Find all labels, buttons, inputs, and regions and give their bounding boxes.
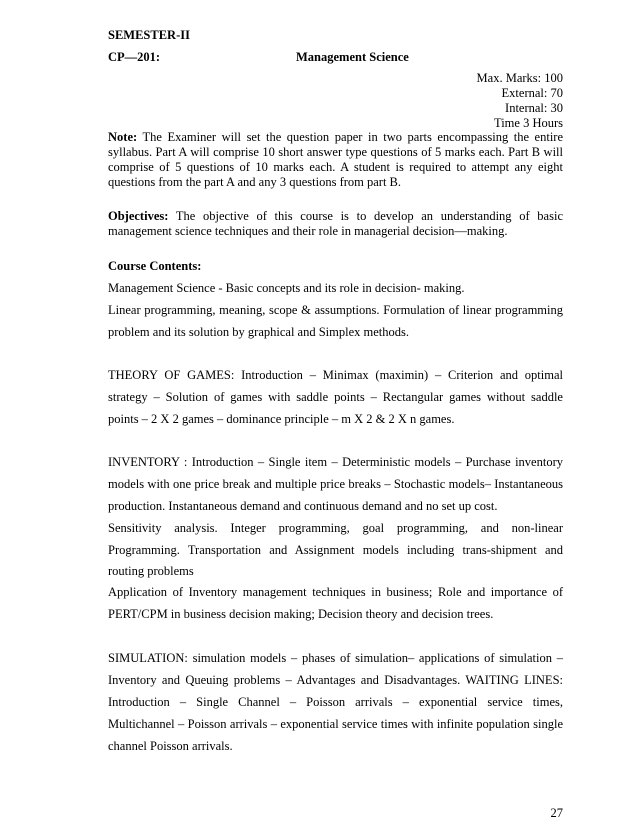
inventory-line-7: Application of Inventory management techniques in business; Role and importance of bbox=[108, 585, 563, 599]
max-marks: Max. Marks: 100 bbox=[476, 71, 563, 85]
page-number: 27 bbox=[550, 806, 563, 820]
course-code: CP—201: bbox=[108, 50, 161, 64]
external-marks: External: 70 bbox=[501, 86, 563, 100]
simulation-line-5: channel Poisson arrivals. bbox=[108, 739, 233, 753]
inventory-line-2: models with one price break and multiple price breaks – Stochastic models– Instantaneous bbox=[108, 477, 563, 491]
note-line-2: syllabus. Part A will comprise 10 short answer type questions of 5 marks each. Part B will bbox=[108, 145, 563, 159]
inventory-line-5: Programming. Transportation and Assignment models including trans-shipment and bbox=[108, 543, 563, 557]
note-line-1: Note: The Examiner will set the question paper in two parts encompassing the entire bbox=[108, 130, 564, 144]
semester-heading: SEMESTER-II bbox=[108, 28, 190, 42]
course-contents-heading: Course Contents: bbox=[108, 259, 202, 273]
inventory-line-3: production. Instantaneous demand and continuous demand and no set up cost. bbox=[108, 499, 498, 513]
simulation-line-4: Multichannel – Poisson arrivals – exponential service times with infinite population single bbox=[108, 717, 563, 731]
simulation-line-3: Introduction – Single Channel – Poisson arrivals – exponential service times, bbox=[108, 695, 563, 709]
intro-line-3: problem and its solution by graphical and Simplex methods. bbox=[108, 325, 410, 339]
objectives-label: Objectives: bbox=[108, 209, 169, 223]
games-line-3: points – 2 X 2 games – dominance principle – m X 2 & 2 X n games. bbox=[108, 412, 455, 426]
intro-line-2: Linear programming, meaning, scope & assumptions. Formulation of linear programming bbox=[108, 303, 563, 317]
games-line-2: strategy – Solution of games with saddle points – Rectangular games without saddle bbox=[108, 390, 563, 404]
exam-time: Time 3 Hours bbox=[494, 116, 563, 130]
objectives-line-1: Objectives: The objective of this course is to develop an understanding of basic bbox=[108, 209, 563, 223]
note-line-3: comprise of 5 questions of 10 marks each. A student is required to attempt any eight bbox=[108, 160, 563, 174]
inventory-line-4: Sensitivity analysis. Integer programming, goal programming, and non-linear bbox=[108, 521, 563, 535]
inventory-line-6: routing problems bbox=[108, 564, 194, 578]
note-label: Note: bbox=[108, 130, 138, 144]
objectives-line-2: management science techniques and their role in managerial decision—making. bbox=[108, 224, 508, 238]
intro-line-1: Management Science - Basic concepts and its role in decision- making. bbox=[108, 281, 465, 295]
inventory-line-8: PERT/CPM in business decision making; Decision theory and decision trees. bbox=[108, 607, 494, 621]
internal-marks: Internal: 30 bbox=[505, 101, 563, 115]
games-line-1: THEORY OF GAMES: Introduction – Minimax (maximin) – Criterion and optimal bbox=[108, 368, 563, 382]
simulation-line-2: Inventory and Queuing problems – Advantages and Disadvantages. WAITING LINES: bbox=[108, 673, 563, 687]
simulation-line-1: SIMULATION: simulation models – phases of simulation– applications of simulation – bbox=[108, 651, 563, 665]
course-title: Management Science bbox=[296, 50, 409, 64]
inventory-line-1: INVENTORY : Introduction – Single item – Deterministic models – Purchase inventory bbox=[108, 455, 563, 469]
note-line-4: questions from the part A and any 3 questions from part B. bbox=[108, 175, 402, 189]
